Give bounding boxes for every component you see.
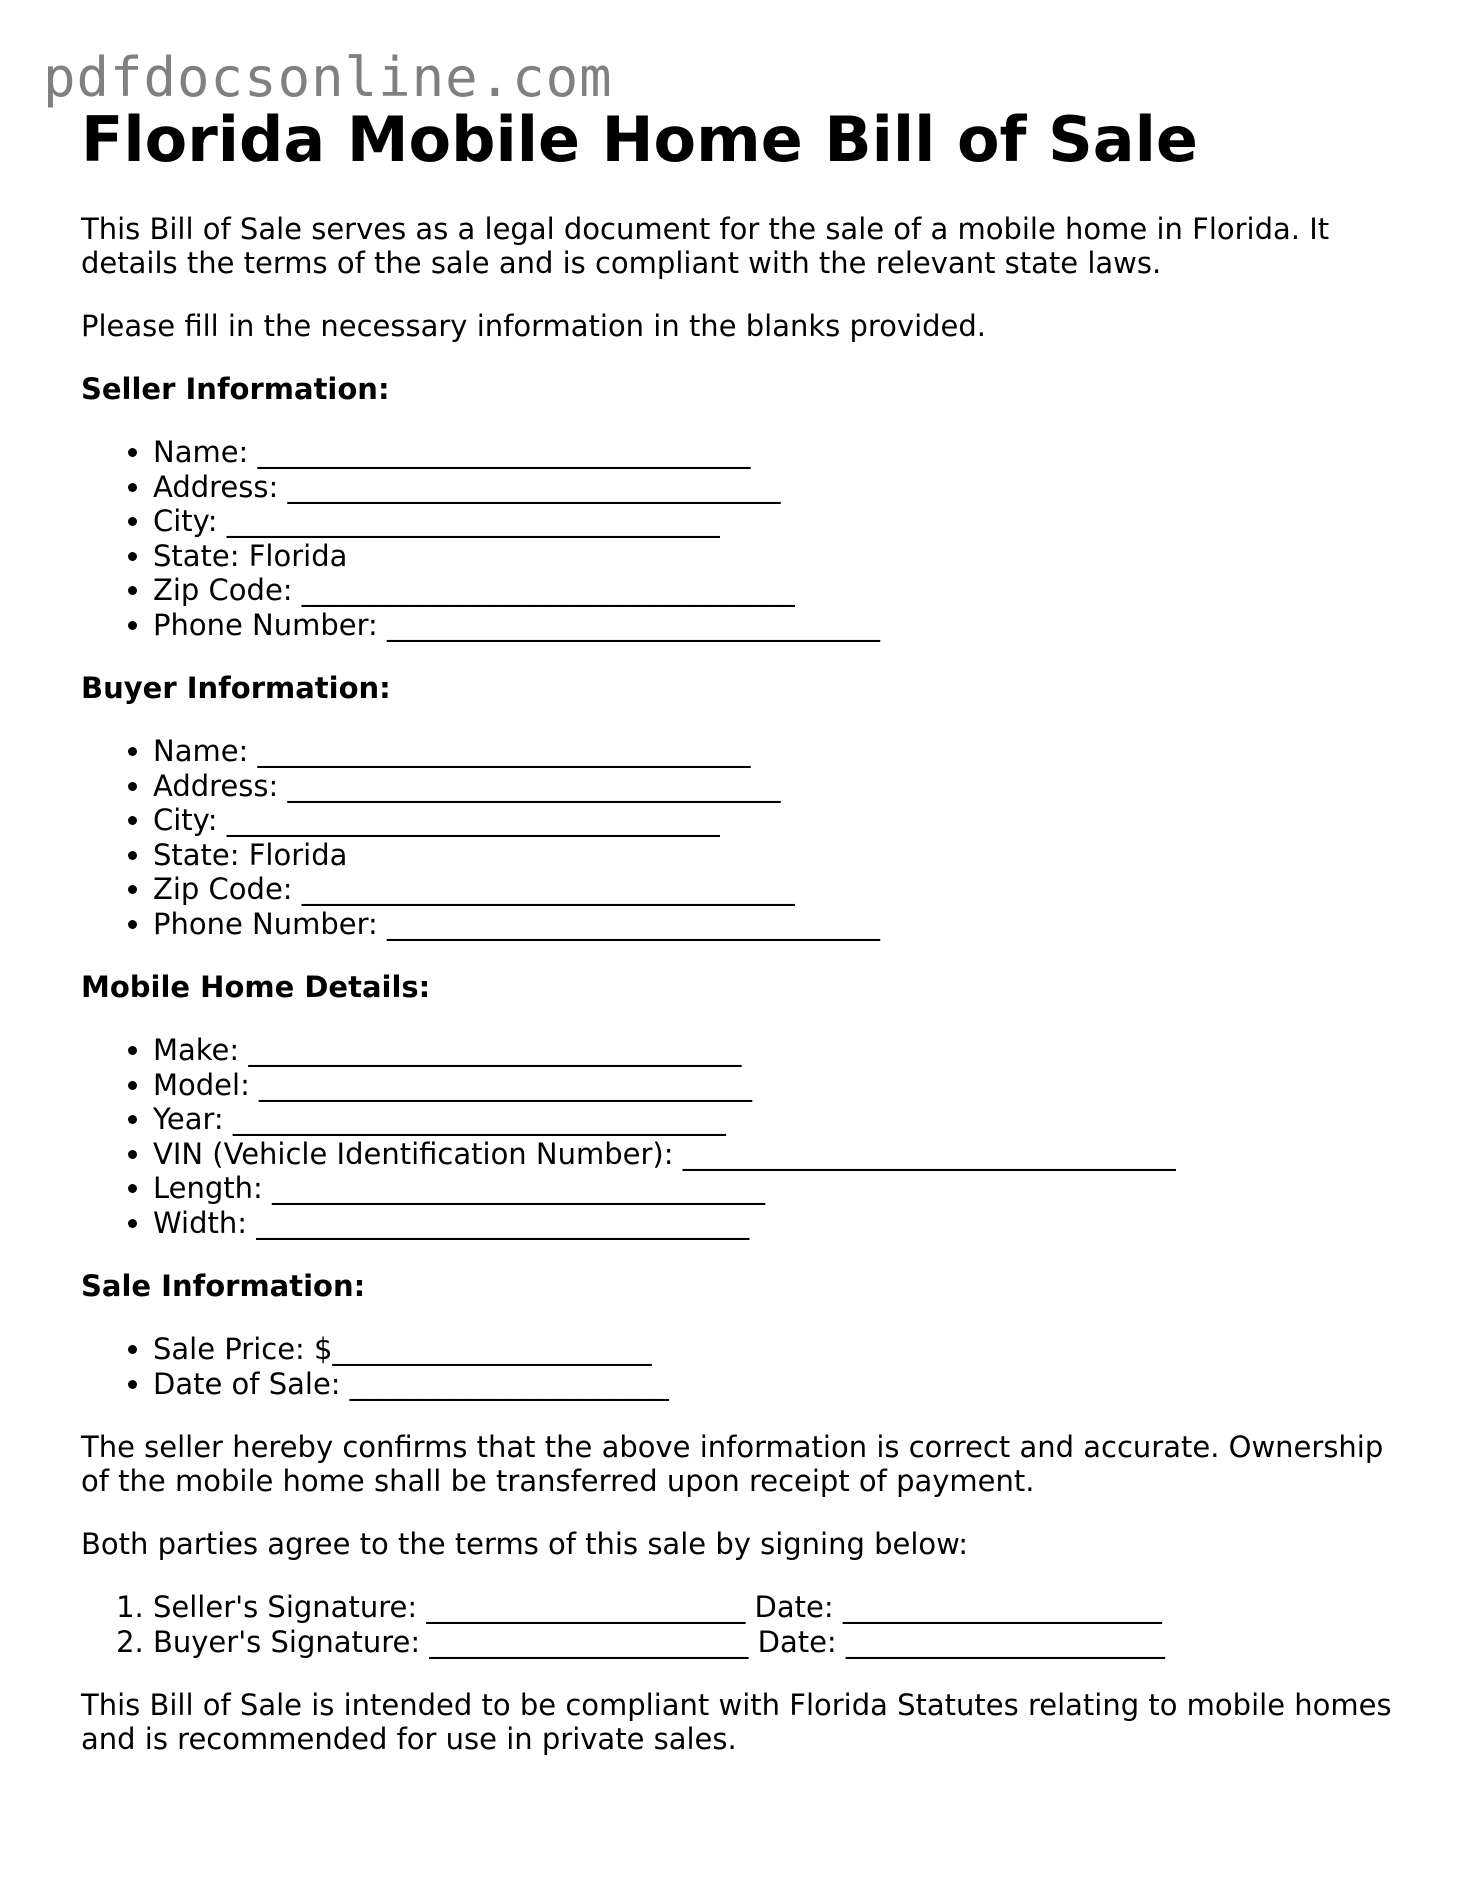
- buyer-list: [81, 734, 1411, 941]
- home-make-field[interactable]: • Make: __________________________________: [153, 1033, 1411, 1068]
- footer-paragraph: This Bill of Sale is intended to be compliant with Florida Statutes relating to mobile homes and is recommended for use in private sales.: [81, 1688, 1392, 1756]
- sale-price-field[interactable]: • Sale Price: $______________________: [153, 1332, 1411, 1367]
- sale-date-field[interactable]: • Date of Sale: ______________________: [153, 1367, 1411, 1402]
- buyer-city-field[interactable]: • City: __________________________________: [153, 803, 1411, 838]
- watermark: pdfdocsonline.com: [43, 46, 613, 109]
- seller-city-field[interactable]: • City: __________________________________: [153, 504, 1411, 539]
- seller-zip-field[interactable]: • Zip Code: __________________________________: [153, 573, 1411, 608]
- buyer-name-field[interactable]: • Name: __________________________________: [153, 734, 1411, 769]
- home-year-field[interactable]: • Year: __________________________________: [153, 1102, 1411, 1137]
- sale-list: [81, 1332, 1411, 1401]
- home-details-heading: Mobile Home Details:: [81, 970, 431, 1004]
- confirmation-paragraph: The seller hereby confirms that the above information is correct and accurate. Ownership of the mobile home shall be transferred upon receipt of payment.: [81, 1430, 1384, 1498]
- intro-paragraph: This Bill of Sale serves as a legal document for the sale of a mobile home in Florida. It details the terms of the sale and is compliant with the relevant state laws.: [81, 212, 1330, 280]
- seller-state: • State: Florida: [153, 539, 1411, 574]
- document: [81, 104, 1411, 1756]
- fill-instructions: Please fill in the necessary information in the blanks provided.: [81, 309, 987, 343]
- signature-list: [81, 1590, 1411, 1659]
- buyer-zip-field[interactable]: • Zip Code: __________________________________: [153, 872, 1411, 907]
- buyer-address-field[interactable]: • Address: __________________________________: [153, 769, 1411, 804]
- buyer-phone-field[interactable]: • Phone Number: __________________________________: [153, 907, 1411, 942]
- agreement-paragraph: Both parties agree to the terms of this sale by signing below:: [81, 1527, 969, 1561]
- seller-address-field[interactable]: • Address: __________________________________: [153, 470, 1411, 505]
- home-width-field[interactable]: • Width: __________________________________: [153, 1206, 1411, 1241]
- home-vin-field[interactable]: • VIN (Vehicle Identification Number): __________________________________: [153, 1137, 1411, 1172]
- document-title: Florida Mobile Home Bill of Sale: [81, 103, 1198, 176]
- seller-name-field[interactable]: • Name: __________________________________: [153, 435, 1411, 470]
- buyer-heading: Buyer Information:: [81, 671, 391, 705]
- home-length-field[interactable]: • Length: __________________________________: [153, 1171, 1411, 1206]
- buyer-signature-field[interactable]: 2. Buyer's Signature: ______________________ Date: ______________________: [153, 1625, 1411, 1660]
- buyer-state: • State: Florida: [153, 838, 1411, 873]
- seller-phone-field[interactable]: • Phone Number: __________________________________: [153, 608, 1411, 643]
- seller-heading: Seller Information:: [81, 372, 390, 406]
- home-details-list: [81, 1033, 1411, 1240]
- home-model-field[interactable]: • Model: __________________________________: [153, 1068, 1411, 1103]
- seller-signature-field[interactable]: 1. Seller's Signature: ______________________ Date: ______________________: [153, 1590, 1411, 1625]
- sale-heading: Sale Information:: [81, 1269, 366, 1303]
- seller-list: [81, 435, 1411, 642]
